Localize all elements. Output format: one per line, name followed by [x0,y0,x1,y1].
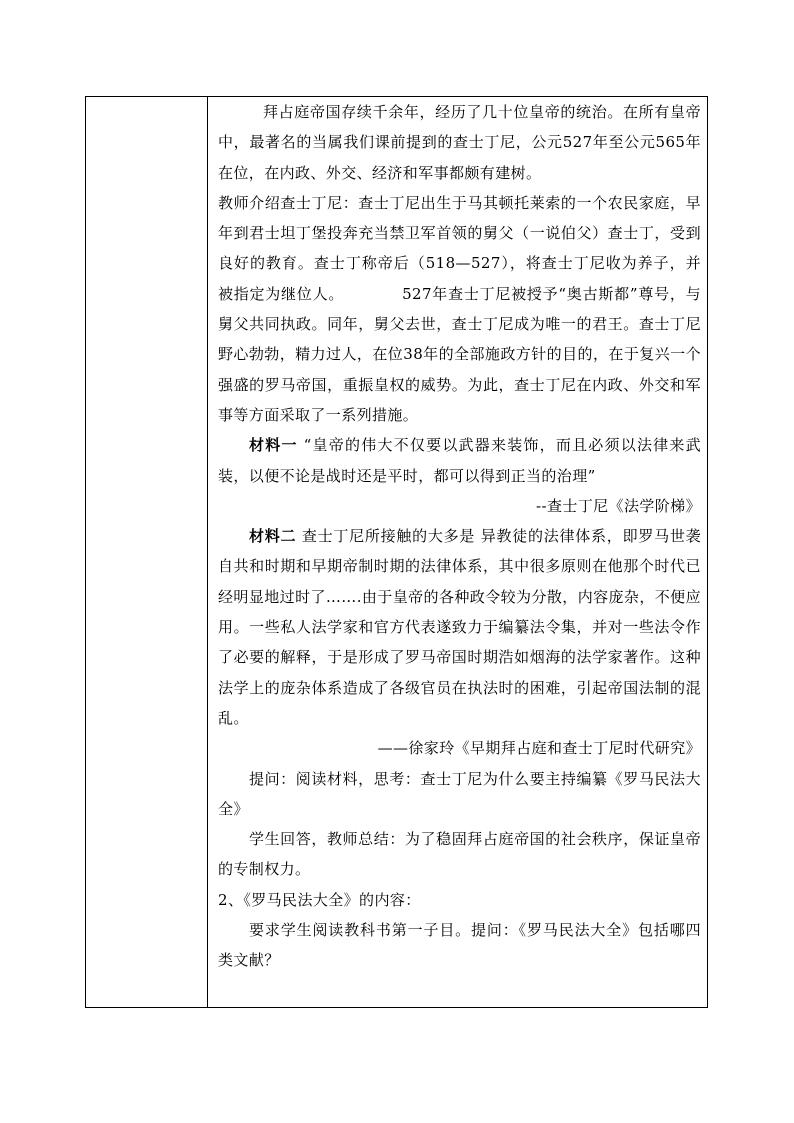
teacher-intro-part2: 527年查士丁尼被授予“奥古斯都”尊号，与舅父共同执政。同年，舅父去世，查士丁尼成为唯一的君王。查士丁尼野心勃勃，精力过人，在位38年的全部施政方针的目的，在于复兴一个强盛的罗马帝国，重振皇权的威势。为此，查士丁尼在内政、外交和军事等方面采取了一系列措施。 [218,284,702,424]
teacher-intro-paragraph [218,188,701,430]
lesson-table [85,96,708,1008]
material-two-text: 查士丁尼所接触的大多是 异教徒的法律体系，即罗马世袭自共和时期和早期帝制时期的法律体系，其中很多原则在他那个时代已经明显地过时了…….由于皇帝的各种政令较为分散，内容庞杂，不便应用。一些私人法学家和官方代表遂致力于编纂法令集，并对一些法令作了必要的解释，于是形成了罗马帝国时期浩如烟海的法学家著作。这种法学上的庞杂体系造成了各级官员在执法时的困难，引起帝国法制的混乱。 [218,527,702,727]
material-one [218,430,701,491]
material-one-source: --查士丁尼《法学阶梯》 [536,496,701,515]
table-right-cell [208,97,707,1007]
material-two-source: ——徐家玲《早期拜占庭和查士丁尼时代研究》 [377,739,701,758]
teacher-intro-part1: 教师介绍查士丁尼：查士丁尼出生于马其顿托莱索的一个农民家庭，早年到君士坦丁堡投奔充当禁卫军首领的舅父（一说伯父）查士丁，受到良好的教育。查士丁称帝后（518—527），将查士丁尼收为养子，并被指定为继位人。 [218,193,701,303]
section-heading-2: 2、《罗马民法大全》的内容： [218,890,421,909]
material-two [218,521,701,733]
material-one-text: “皇帝的伟大不仅要以武器来装饰，而且必须以法律来武装，以便不论是战时还是平时，都可以得到正当的治理” [218,436,702,485]
answer-one: 学生回答，教师总结：为了稳固拜占庭帝国的社会秩序，保证皇帝的专制权力。 [218,830,701,879]
question-one: 提问：阅读材料，思考：查士丁尼为什么要主持编纂《罗马民法大全》 [218,769,701,818]
material-two-label: 材料二 [249,527,297,546]
question-two: 要求学生阅读教科书第一子目。提问：《罗马民法大全》包括哪四类文献？ [218,921,701,970]
table-left-cell [86,97,208,1007]
intro-paragraph: 拜占庭帝国存续千余年，经历了几十位皇帝的统治。在所有皇帝中，最著名的当属我们课前提到的查士丁尼，公元527年至公元565年在位，在内政、外交、经济和军事都颇有建树。 [218,103,701,182]
lesson-content [218,97,701,976]
material-one-label: 材料一 [249,436,298,455]
